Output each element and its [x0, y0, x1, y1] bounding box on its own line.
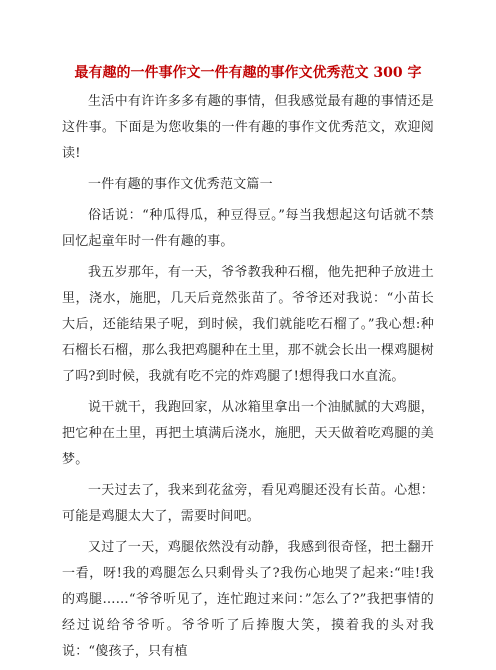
- paragraph-intro: 生活中有许许多多有趣的事情，但我感觉最有趣的事情还是这件事。下面是为您收集的一件有趣的事作文优秀范文，欢迎阅读!: [62, 94, 434, 161]
- paragraph-proverb: 俗话说：“种瓜得瓜，种豆得豆。”每当我想起这句话就不禁回忆起童年时一件有趣的事。: [62, 208, 434, 249]
- paragraph-section-heading: 一件有趣的事作文优秀范文篇一: [88, 177, 273, 192]
- paragraph-planting: 说干就干，我跑回家，从冰箱里拿出一个油腻腻的大鸡腿，把它种在土里，再把土填满后浇水，施肥，天天做着吃鸡腿的美梦。: [62, 400, 434, 467]
- paragraph-story-start: 我五岁那年，有一天，爷爷教我种石榴，他先把种子放进土里，浇水，施肥，几天后竟然张苗了。爷爷还对我说：“小苗长大后，还能结果子呢，到时候，我们就能吃石榴了。”我心想:种石榴长石榴，那么我把鸡腿种在土里，那不就会长出一棵鸡腿树了吗?到时候，我就有吃不完的炸鸡腿了!想得我口水直流。: [62, 265, 434, 384]
- document-body: [62, 89, 434, 670]
- paragraph-second-day: 又过了一天，鸡腿依然没有动静，我感到很奇怪，把土翻开一看，呀!我的鸡腿怎么只剩骨头了?我伤心地哭了起来:“哇!我的鸡腿……“爷爷听见了，连忙跑过来问：”怎么了?”我把事情的经过说给爷爷听。爷爷听了后捧腹大笑，摸着我的头对我说：“傻孩子，只有植: [62, 540, 434, 659]
- document-title: 最有趣的一件事作文一件有趣的事作文优秀范文 300 字: [74, 65, 422, 81]
- paragraph-first-day: 一天过去了，我来到花盆旁，看见鸡腿还没有长苗。心想：可能是鸡腿太大了，需要时间吧。: [62, 483, 434, 524]
